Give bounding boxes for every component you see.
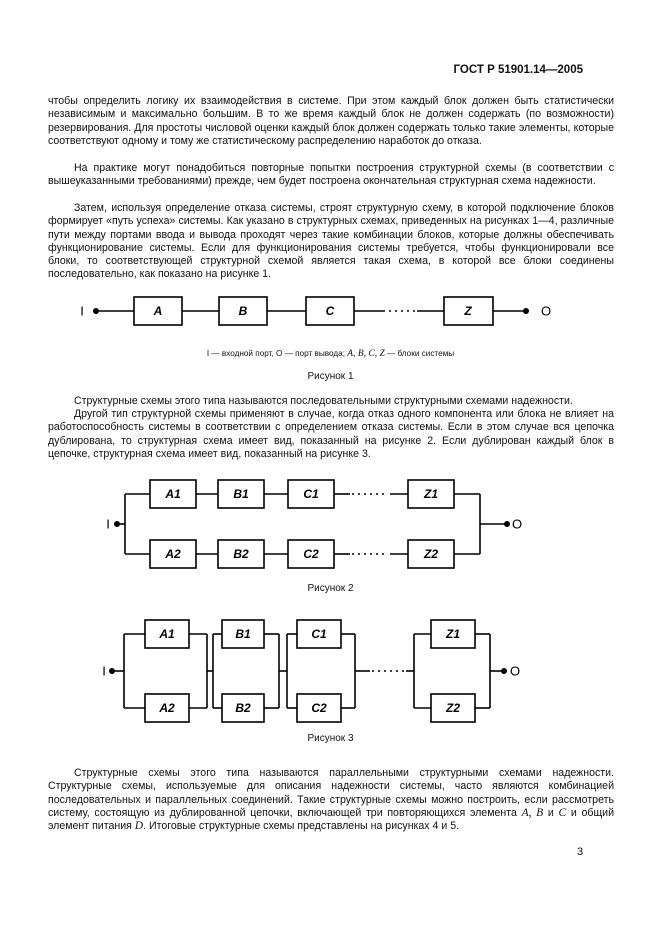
block-c1-label: C1 [311,627,327,641]
input-port-label: I [102,663,106,679]
paragraph-1: чтобы определить логику их взаимодействия в системе. При этом каждый блок должен быть статистически независимым и максимально большим. В то же время каждый блок не должен содержать (по возможности) резервирования. Для простоты числовой оценки каждый блок должен содержать только такие элементы, которые соответствуют одному и тому же статистическому распределению наработок до отказа. [48,95,614,147]
block-b2-label: B2 [233,547,249,561]
input-port-label: I [80,303,84,319]
block-b1-label: B1 [235,627,251,641]
paragraph-2: На практике могут понадобиться повторные попытки построения структурной схемы (в соответствии с вышеуказанными требованиями) прежде, чем будет построена окончательная структурная схема надежности. [48,162,614,188]
block-b-label: B [238,304,248,318]
paragraph-5: Другой тип структурной схемы применяют в случае, когда отказ одного компонента или блока не влияет на работоспособность системы в соответствии с определением отказа системы. Если в этом случае вся цепочка дублирована, то структурная схема имеет вид, показанный на рисунке 2. Если дублирован каждый блок в цепочке, структурная схема имеет вид, показанный на рисунке 3. [48,408,614,460]
page-number: 3 [577,846,584,858]
block-c2-label: C2 [311,701,327,715]
figure-3-duplicated-blocks-diagram [0,610,661,730]
output-port-label: O [509,663,521,679]
paragraph-3: Затем, используя определение отказа системы, строят структурную схему, в которой подключение блоков формирует «путь успеха» системы. Как указано в структурных схемах, приведенных на рисунках 1—4, различные пути между портами ввода и вывода проходят через такие комбинации блоков, которые должны обеспечивать функционирование системы. Если для функционирования системы требуется, чтобы функционировали все блоки, то соответствующей структурной схемой является такая схема, в которой все блоки соединены последовательно, как показано на рисунке 1. [48,202,614,281]
block-b2-label: B2 [235,701,251,715]
figure-1-caption: Рисунок 1 [307,371,354,382]
block-z-label: Z [464,304,472,318]
output-port-label: O [511,516,523,532]
block-z1-label: Z1 [423,487,439,501]
block-z2-label: Z2 [445,701,461,715]
block-a1-label: A1 [165,487,181,501]
figure-3-caption: Рисунок 3 [307,733,354,744]
block-b1-label: B1 [233,487,249,501]
block-c1-label: C1 [303,487,319,501]
block-c-label: C [325,304,335,318]
block-a2-label: A2 [165,547,181,561]
output-port-label: O [540,303,552,319]
block-a1-label: A1 [159,627,175,641]
input-node [93,308,99,314]
figure-2-duplicated-chain-diagram [0,470,661,580]
block-a2-label: A2 [159,701,175,715]
paragraph-6: Структурные схемы этого типа называются параллельными структурными схемами надежности. Структурные схемы, используемые для описания надежности системы, часто являются комбинацией последовательных и параллельных соединений. Такие структурные схемы можно построить, если рассмотреть систему, состоящую из дублированной цепочки, включающей три повторяющихся элемента A, B и C и общий элемент питания D. Итоговые структурные схемы представлены на рисунках 4 и 5. [48,767,615,833]
figure-1-series-diagram [0,292,661,332]
paragraph-4: Структурные схемы этого типа называются последовательными структурными схемами надежности. [74,395,573,407]
block-c2-label: C2 [303,547,319,561]
block-a-label: A [153,304,163,318]
input-port-label: I [106,516,110,532]
figure-2-caption: Рисунок 2 [307,583,354,594]
block-z1-label: Z1 [445,627,461,641]
output-node [523,308,529,314]
document-header: ГОСТ Р 51901.14—2005 [453,64,583,76]
block-z2-label: Z2 [423,547,439,561]
figure-1-legend: I — входной порт, О — порт вывода; A, B, C, Z — блоки системы [206,349,455,359]
